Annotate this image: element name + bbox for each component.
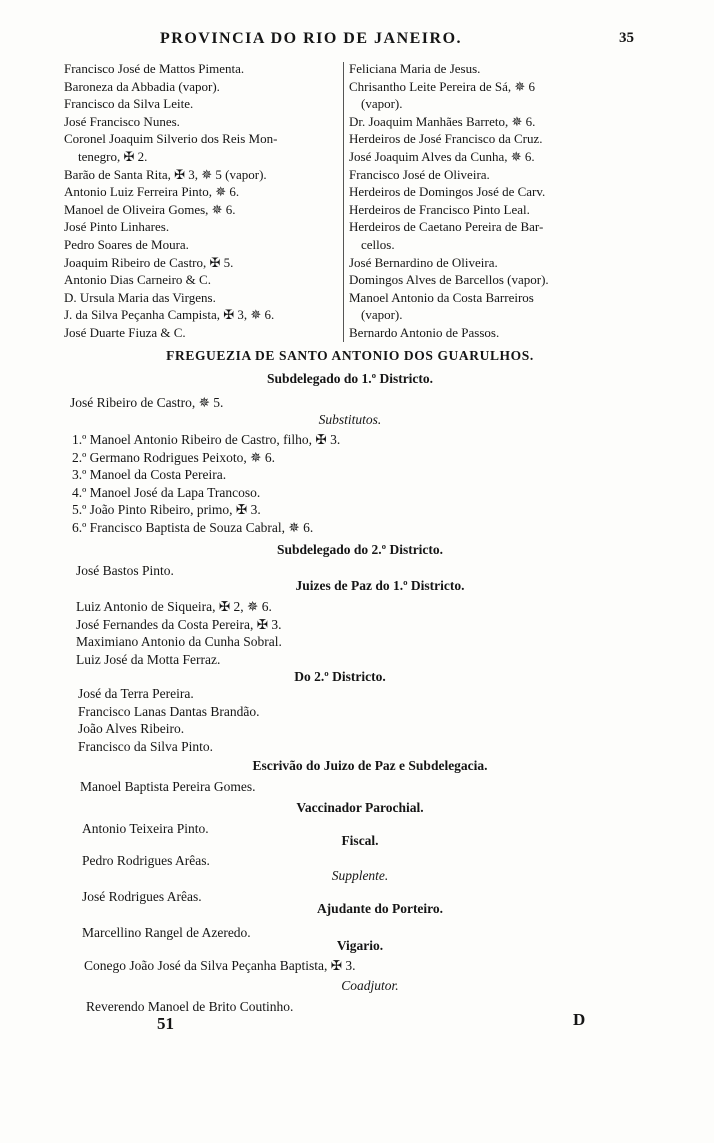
list-item: Feliciana Maria de Jesus. xyxy=(349,61,481,76)
supplente-name: José Rodrigues Arêas. xyxy=(82,889,202,904)
list-item: Francisco José de Oliveira. xyxy=(349,166,490,182)
list-item: Manoel Antonio da Costa Barreiros xyxy=(349,289,534,305)
list-item: 4.º Manoel José da Lapa Trancoso. xyxy=(72,484,261,500)
supplente-heading: Supplente. xyxy=(331,868,389,883)
list-item: 2.º Germano Rodrigues Peixoto, ✵ 6. xyxy=(72,449,275,465)
vaccinador-name: Antonio Teixeira Pinto. xyxy=(82,821,209,836)
column-divider xyxy=(343,62,344,342)
juizes-1-list xyxy=(76,598,656,668)
list-item: José Pinto Linhares. xyxy=(64,219,170,235)
subdelegado-1-name: José Ribeiro de Castro, ✵ 5. xyxy=(70,395,224,410)
list-item: Francisco Lanas Dantas Brandão. xyxy=(78,703,260,719)
list-item: Domingos Alves de Barcellos (vapor). xyxy=(349,272,549,288)
escrivao-heading: Escrivão do Juizo de Paz e Subdelegacia. xyxy=(252,758,488,773)
list-item: Herdeiros de Domingos José de Carv. xyxy=(349,184,546,200)
list-item: Barão de Santa Rita, ✠ 3, ✵ 5 (vapor). xyxy=(64,166,267,182)
substitutos-list xyxy=(72,431,652,536)
list-item: Baroneza da Abbadia (vapor). xyxy=(64,78,220,94)
list-item: José Joaquim Alves da Cunha, ✵ 6. xyxy=(349,148,535,164)
list-item: Francisco da Silva Pinto. xyxy=(78,738,213,754)
coadjutor-name: Reverendo Manoel de Brito Coutinho. xyxy=(86,999,294,1014)
list-item: José Duarte Fiuza & C. xyxy=(64,324,186,340)
juizes-2-list xyxy=(78,685,658,755)
list-item: João Alves Ribeiro. xyxy=(78,721,185,736)
list-item: Luiz Antonio de Siqueira, ✠ 2, ✵ 6. xyxy=(76,599,272,614)
juizes-2-heading: Do 2.º Districto. xyxy=(294,669,386,684)
list-item: Herdeiros de Caetano Pereira de Bar- xyxy=(349,219,544,235)
substitutos-heading: Substitutos. xyxy=(318,412,382,427)
list-item: cellos. xyxy=(361,236,395,252)
left-column xyxy=(64,60,340,342)
page-title: PROVINCIA DO RIO DE JANEIRO. xyxy=(160,30,463,47)
subdelegado-2-heading: Subdelegado do 2.º Districto. xyxy=(276,542,444,557)
list-item: Maximiano Antonio da Cunha Sobral. xyxy=(76,634,282,649)
list-item: 1.º Manoel Antonio Ribeiro de Castro, filho, ✠ 3. xyxy=(72,432,341,447)
subdelegado-2-name: José Bastos Pinto. xyxy=(76,563,174,578)
list-item: Coronel Joaquim Silverio dos Reis Mon- xyxy=(64,131,278,147)
list-item: José Fernandes da Costa Pereira, ✠ 3. xyxy=(76,616,282,632)
list-item: Manoel de Oliveira Gomes, ✵ 6. xyxy=(64,201,236,217)
page-number: 35 xyxy=(619,30,634,46)
list-item: Bernardo Antonio de Passos. xyxy=(349,324,500,340)
list-item: José da Terra Pereira. xyxy=(78,686,194,701)
two-column-list xyxy=(64,60,634,348)
list-item: Antonio Luiz Ferreira Pinto, ✵ 6. xyxy=(64,184,240,200)
escrivao-name: Manoel Baptista Pereira Gomes. xyxy=(80,779,256,794)
list-item: (vapor). xyxy=(361,96,403,112)
list-item: Francisco da Silva Leite. xyxy=(64,96,194,112)
running-header xyxy=(0,30,714,54)
right-column xyxy=(349,60,634,342)
ajudante-heading: Ajudante do Porteiro. xyxy=(316,901,444,916)
coadjutor-heading: Coadjutor. xyxy=(341,978,399,993)
list-item: Chrisantho Leite Pereira de Sá, ✵ 6 xyxy=(349,78,535,94)
vigario-name: Conego João José da Silva Peçanha Baptista, ✠ 3. xyxy=(84,958,356,973)
list-item: Francisco José de Mattos Pimenta. xyxy=(64,61,245,76)
subdelegado-1-heading: Subdelegado do 1.º Districto. xyxy=(266,371,434,386)
fiscal-heading: Fiscal. xyxy=(341,833,379,848)
juizes-1-heading: Juizes de Paz do 1.º Districto. xyxy=(295,578,465,593)
parish-title: FREGUEZIA DE SANTO ANTONIO DOS GUARULHOS. xyxy=(166,348,534,363)
ajudante-name: Marcellino Rangel de Azeredo. xyxy=(82,925,251,940)
list-item: J. da Silva Peçanha Campista, ✠ 3, ✵ 6. xyxy=(64,307,275,323)
signature-mark: D xyxy=(573,1010,586,1029)
list-item: Dr. Joaquim Manhães Barreto, ✵ 6. xyxy=(349,113,536,129)
list-item: Joaquim Ribeiro de Castro, ✠ 5. xyxy=(64,254,234,270)
list-item: 3.º Manoel da Costa Pereira. xyxy=(72,467,227,482)
list-item: Pedro Soares de Moura. xyxy=(64,236,189,252)
list-item: Luiz José da Motta Ferraz. xyxy=(76,651,221,667)
list-item: José Francisco Nunes. xyxy=(64,113,180,129)
list-item: Herdeiros de Francisco Pinto Leal. xyxy=(349,201,530,217)
vigario-heading: Vigario. xyxy=(336,938,384,953)
list-item: 5.º João Pinto Ribeiro, primo, ✠ 3. xyxy=(72,502,261,517)
vaccinador-heading: Vaccinador Parochial. xyxy=(296,800,424,815)
list-item: 6.º Francisco Baptista de Souza Cabral, ✵ 6. xyxy=(72,519,314,535)
list-item: D. Ursula Maria das Virgens. xyxy=(64,289,216,305)
sheet-number: 51 xyxy=(157,1014,174,1033)
fiscal-name: Pedro Rodrigues Arêas. xyxy=(82,853,210,868)
list-item: Antonio Dias Carneiro & C. xyxy=(64,272,211,288)
list-item: (vapor). xyxy=(361,307,403,323)
list-item: tenegro, ✠ 2. xyxy=(78,148,148,164)
list-item: Herdeiros de José Francisco da Cruz. xyxy=(349,131,543,147)
list-item: José Bernardino de Oliveira. xyxy=(349,254,498,270)
